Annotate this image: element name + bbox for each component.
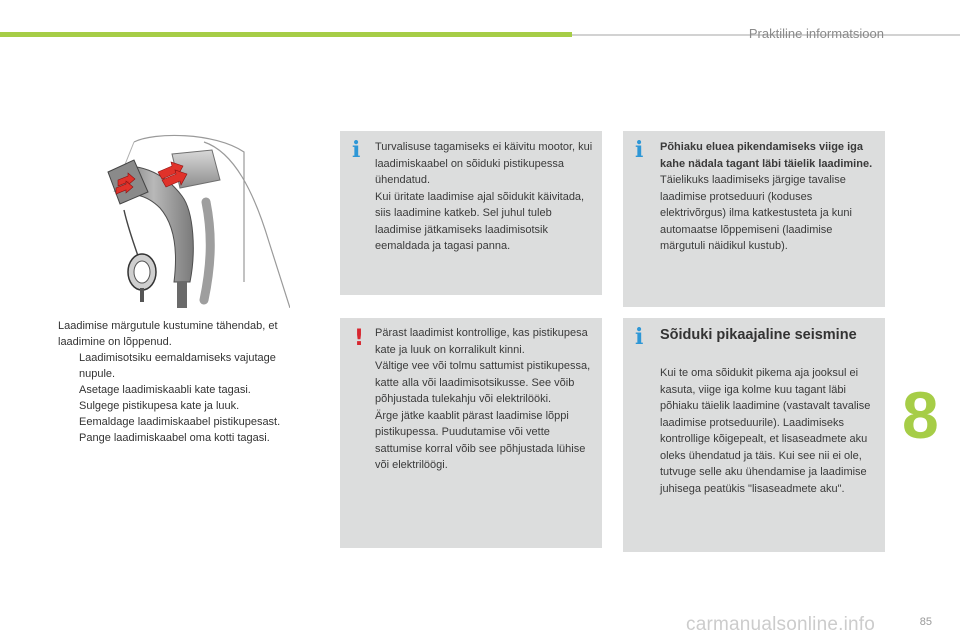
warning-panel xyxy=(340,318,602,548)
warning-text: Pärast laadimist kontrollige, kas pistikupesa kate ja luuk on korralikult kinni. Vältige vee või tolmu sattumist pistikupessa, katte alla või laadimisotsikusse. See võib põhjustada tulekahju või elektrilööki. Ärge jätke kaablit pärast laadimise lõppi pistikupessa. Puudutamise või vette sattumise korral võib see põhjustada lühise või elektrilöögi. xyxy=(375,327,591,471)
watermark: carmanualsonline.info xyxy=(686,614,876,635)
procedure-steps xyxy=(58,350,308,446)
storage-info-text: Kui te oma sõidukit pikema aja jooksul ei kasuta, viige iga kolme kuu tagant läbi põhiaku täielik laadimine (vastavalt tavalise laadimise protseduurile). Laadimiseks kontrollige kõigepealt, et lisaseadmete aku oleks ühendatud ja täis. Kui see nii ei ole, tutvuge selle aku ühendamise ja laadimise juhisega peatükis "lisaseadmete aku". xyxy=(660,367,871,495)
storage-heading: Sõiduki pikaajaline seismine xyxy=(660,327,857,343)
info-icon: i xyxy=(352,137,361,163)
safety-info-text: Turvalisuse tagamiseks ei käivitu mootor, kui laadimiskaabel on sõiduki pistikupessa ühendatud. Kui üritate laadimise ajal sõidukit käivitada, siis laadimine katkeb. Sel juhul tuleb laadimise jätkamiseks laadimisotsik eemaldada ja tagasi panna. xyxy=(375,141,593,252)
full-charge-info-text: Põhiaku eluea pikendamiseks viige iga kahe nädala tagant läbi täielik laadimine. Täielikuks laadimiseks järgige tavalise laadimise protseduuri (koduses elektrivõrgus) ilma katkestusteta ja kuni automaatse lõppemiseni (laadimise märgutuli näidikul kustub). xyxy=(660,141,873,252)
info-icon: i xyxy=(635,137,644,163)
page-number: 85 xyxy=(919,616,932,628)
list-item: Sulgege pistikupesa kate ja luuk. xyxy=(79,400,240,412)
charging-plug-illustration xyxy=(94,132,290,308)
list-item: Pange laadimiskaabel oma kotti tagasi. xyxy=(79,432,270,444)
charging-end-procedure xyxy=(58,318,308,446)
info-icon: i xyxy=(635,324,644,350)
full-charge-info-panel xyxy=(623,131,885,307)
procedure-intro: Laadimise märgutule kustumine tähendab, et laadimine on lõppenud. xyxy=(58,320,278,348)
chapter-number: 8 xyxy=(902,378,939,452)
list-item: Laadimisotsiku eemaldamiseks vajutage nupule. xyxy=(79,352,276,380)
list-item: Asetage laadimiskaabli kate tagasi. xyxy=(79,384,251,396)
warning-icon: ! xyxy=(354,326,365,351)
header-accent-bar xyxy=(0,32,572,37)
list-item: Eemaldage laadimiskaabel pistikupesast. xyxy=(79,416,281,428)
safety-info-panel xyxy=(340,131,602,295)
storage-info-panel xyxy=(623,318,885,552)
section-title: Praktiline informatsioon xyxy=(748,26,884,41)
